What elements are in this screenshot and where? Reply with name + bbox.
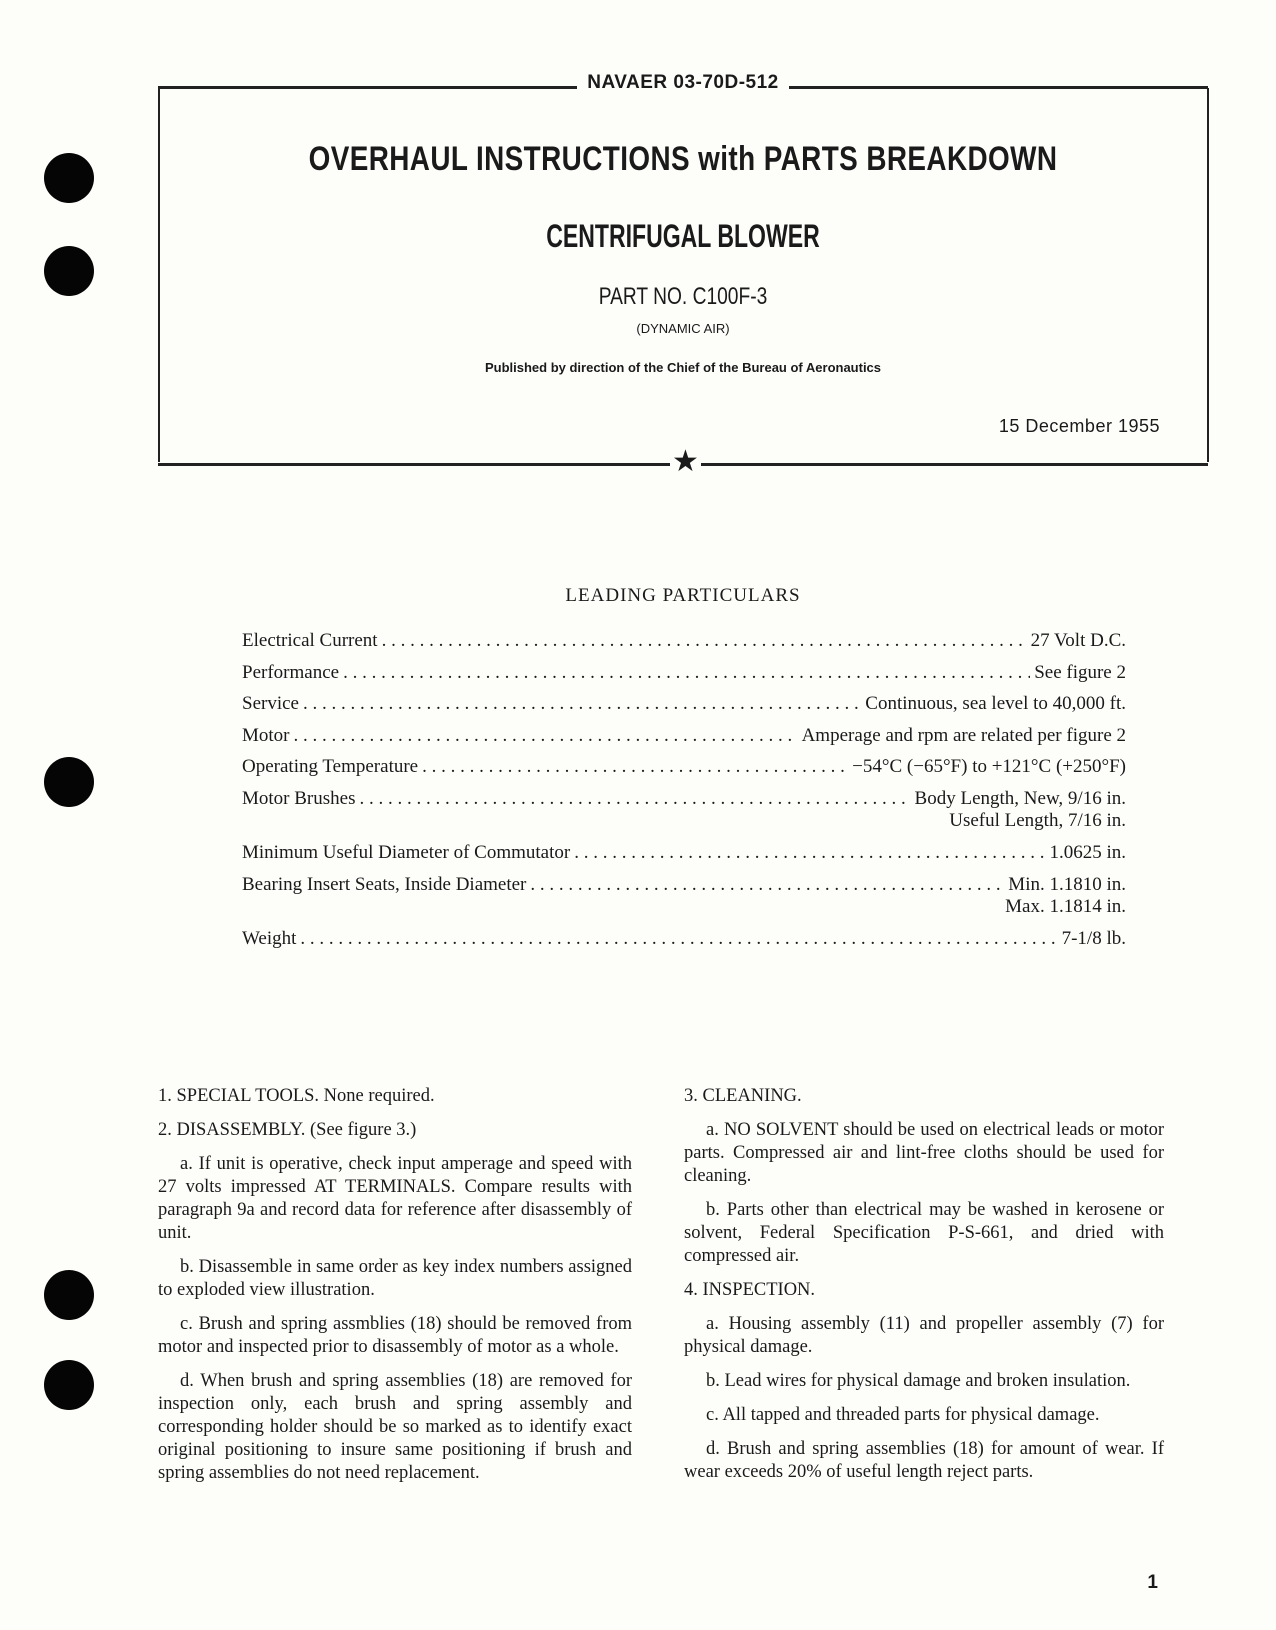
particular-value: See figure 2 — [1034, 661, 1126, 683]
page-number: 1 — [1147, 1572, 1158, 1593]
particular-row — [242, 842, 1126, 874]
particular-row — [242, 662, 1126, 694]
paragraph: d. When brush and spring assemblies (18) are removed for inspection only, each brush and spring assembly and corresponding holder should be so marked as to identify exact original positioning to insure same positioning if brush and spring assemblies do not need replacement. — [158, 1371, 632, 1483]
dot-leader — [359, 788, 910, 810]
binder-hole — [44, 153, 94, 203]
particular-row — [242, 693, 1126, 725]
particular-value: Min. 1.1810 in. — [1008, 873, 1126, 895]
publication-note: Published by direction of the Chief of the Bureau of Aeronautics — [484, 360, 882, 375]
doc-number: NAVAER 03-70D-512 — [577, 72, 789, 93]
document-title: OVERHAUL INSTRUCTIONS with PARTS BREAKDOWN — [308, 140, 1058, 178]
particular-label: Bearing Insert Seats, Inside Diameter — [242, 873, 527, 895]
binder-hole — [44, 1270, 94, 1320]
particular-label: Weight — [242, 928, 297, 949]
part-number: PART NO. C100F-3 — [598, 283, 768, 310]
particular-value: Continuous, sea level to 40,000 ft. — [865, 693, 1126, 714]
particular-row — [242, 928, 1126, 960]
binder-hole — [44, 1360, 94, 1410]
particular-label: Electrical Current — [242, 630, 378, 651]
binder-hole — [44, 757, 94, 807]
particular-label: Operating Temperature — [242, 756, 419, 777]
section-heading: 4. INSPECTION. — [684, 1280, 816, 1300]
particular-label: Motor Brushes — [242, 787, 356, 809]
particular-row — [242, 630, 1126, 662]
star-icon: ★ — [672, 444, 699, 479]
paragraph: c. Brush and spring assmblies (18) should be removed from motor and inspected prior to disassembly of motor as a whole. — [158, 1314, 632, 1357]
paragraph: b. Lead wires for physical damage and broken insulation. — [706, 1371, 1131, 1391]
dot-leader — [343, 662, 1030, 684]
binder-hole — [44, 246, 94, 296]
dot-leader — [303, 693, 861, 715]
paragraph: a. If unit is operative, check input amperage and speed with 27 volts impressed AT TERMINALS. Compare results with paragraph 9a and record data for reference after disassembly of unit. — [158, 1154, 632, 1243]
particular-value-secondary: Useful Length, 7/16 in. — [949, 810, 1126, 831]
particular-value: 1.0625 in. — [1049, 842, 1126, 863]
particular-label: Performance — [242, 661, 340, 683]
paragraph: c. All tapped and threaded parts for physical damage. — [706, 1405, 1100, 1425]
dot-leader — [294, 725, 798, 747]
particular-value: −54°C (−65°F) to +121°C (+250°F) — [852, 756, 1126, 777]
particular-label: Motor — [242, 724, 290, 746]
paragraph: b. Disassemble in same order as key index numbers assigned to exploded view illustration. — [158, 1257, 632, 1300]
dot-leader — [382, 630, 1027, 652]
particular-value: Body Length, New, 9/16 in. — [914, 787, 1126, 809]
particular-label: Service — [242, 693, 299, 714]
paragraph: b. Parts other than electrical may be washed in kerosene or solvent, Federal Specification P-S-661, and dried with compressed air. — [684, 1200, 1164, 1266]
section-heading: 3. CLEANING. — [684, 1086, 802, 1106]
paragraph: d. Brush and spring assemblies (18) for amount of wear. If wear exceeds 20% of useful length reject parts. — [684, 1439, 1164, 1482]
right-column — [684, 1085, 1164, 1495]
manufacturer: (DYNAMIC AIR) — [636, 321, 730, 336]
particular-row — [242, 756, 1126, 788]
dot-leader — [300, 928, 1057, 950]
dot-leader — [530, 874, 1004, 896]
publication-date: 15 December 1955 — [998, 416, 1160, 436]
dot-leader — [422, 756, 848, 778]
particular-value-secondary: Max. 1.1814 in. — [1005, 896, 1126, 917]
particular-value: Amperage and rpm are related per figure 2 — [801, 724, 1126, 746]
particular-row — [242, 725, 1126, 757]
section-heading: 2. DISASSEMBLY. (See figure 3.) — [158, 1120, 417, 1140]
particular-value: 7-1/8 lb. — [1061, 928, 1126, 949]
dot-leader — [574, 842, 1045, 864]
particular-value: 27 Volt D.C. — [1030, 630, 1126, 651]
paragraph: a. NO SOLVENT should be used on electrical leads or motor parts. Compressed air and lint-free cloths should be used for cleaning. — [684, 1120, 1164, 1186]
particular-label: Minimum Useful Diameter of Commutator — [242, 842, 571, 863]
leading-particulars-table — [242, 630, 1126, 960]
section-heading: 1. SPECIAL TOOLS. None required. — [158, 1086, 435, 1106]
leading-particulars-heading: LEADING PARTICULARS — [565, 585, 801, 606]
left-column — [158, 1085, 632, 1496]
paragraph: a. Housing assembly (11) and propeller assembly (7) for physical damage. — [684, 1314, 1164, 1357]
subject-title: CENTRIFUGAL BLOWER — [546, 218, 820, 254]
